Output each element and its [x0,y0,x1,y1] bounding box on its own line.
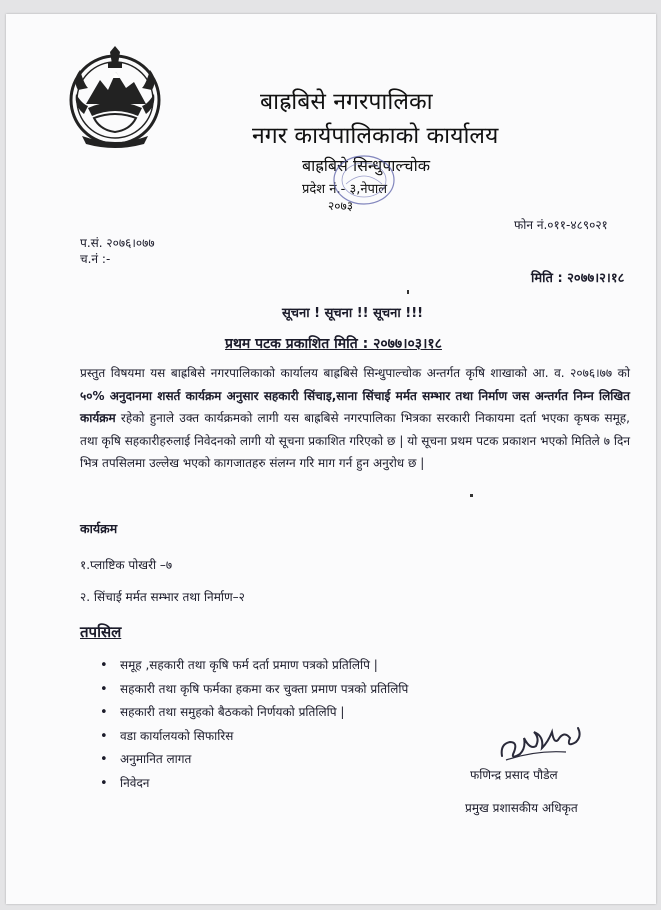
office-location: बाह्रबिसे सिन्धुपाल्चोक [302,156,431,175]
programs-heading: कार्यक्रम [80,521,118,536]
program-item: १.प्लाष्टिक पोखरी –७ [80,558,173,572]
body-text-1: प्रस्तुत विषयमा यस बाह्रबिसे नगरपालिकाको कार्यालय बाह्रबिसे सिन्धुपाल्चोक अन्तर्गत कृषि शाखाको आ. व. २०७६।७७ को [80,366,630,380]
phone-number: फोन नं.०११-४८९०२१ [514,218,608,232]
body-text-2: रहेको हुनाले उक्त कार्यक्रमको लागी यस बाह्रबिसे नगरपालिका भित्रका सरकारी निकायमा दर्ता भएका कृषक समूह, तथा कृषि सहकारीहरुलाई निवेदनको लागी यो सूचना प्रकाशित गरिएको छ | यो सूचना प्रथम पटक प्रकाशन भएको मितिले ७ दिन भित्र तपसिलमा उल्लेख भएको कागजातहरु संलग्न गरि माग गर्न हुन अनुरोध छ | [80,411,630,470]
ink-dot [470,494,473,497]
office-name: नगर कार्यपालिकाको कार्यालय [252,123,499,149]
signatory-title: प्रमुख प्रशासकीय अधिकृत [465,801,578,815]
body-text-bold: ५०% अनुदानमा शसर्त कार्यक्रम अनुसार सहकारी सिंचाइ,साना सिंचाई मर्मत सम्भार तथा निर्माण जस अन्तर्गत निम्न लिखित कार्यक्रम [80,388,630,425]
signatory-name: फणिन्द्र प्रसाद पौडेल [470,768,558,782]
document-item: • अनुमानित लागत [100,748,408,772]
notice-body [80,362,630,475]
document-item: • सहकारी तथा समुहको बैठकको निर्णयको प्रतिलिपि | [100,701,408,725]
notice-heading: सूचना ! सूचना !! सूचना !!! [282,306,424,321]
program-item: २. सिंचाई मर्मत सम्भार तथा निर्माण–२ [80,590,245,604]
document-item: • निवेदन [100,772,408,796]
published-date: प्रथम पटक प्रकाशित मिति : २०७७।०३।१८ [225,336,442,352]
notice-page [6,14,656,904]
reference-number: प.सं. २०७६।०७७ [80,236,155,250]
municipality-name: बाह्रबिसे नगरपालिका [260,89,433,115]
ink-dot [407,290,409,294]
signature-icon [496,720,592,766]
letter-date: मिति : २०७७।२।१८ [531,271,625,286]
tapsil-heading: तपसिल [80,623,122,641]
dispatch-number: च.नं :- [80,252,111,266]
nepal-emblem-icon [64,44,166,150]
established-year: २०७३ [328,199,353,213]
document-item: • सहकारी तथा कृषि फर्मका हकमा कर चुक्ता प्रमाण पत्रको प्रतिलिपि [100,678,408,702]
required-documents-list [100,654,408,795]
office-stamp-icon [302,154,412,212]
document-item: • समूह ,सहकारी तथा कृषि फर्म दर्ता प्रमाण पत्रको प्रतिलिपि | [100,654,408,678]
document-item: • वडा कार्यालयको सिफारिस [100,725,408,749]
province: प्रदेश नं.- ३,नेपाल [302,182,388,197]
